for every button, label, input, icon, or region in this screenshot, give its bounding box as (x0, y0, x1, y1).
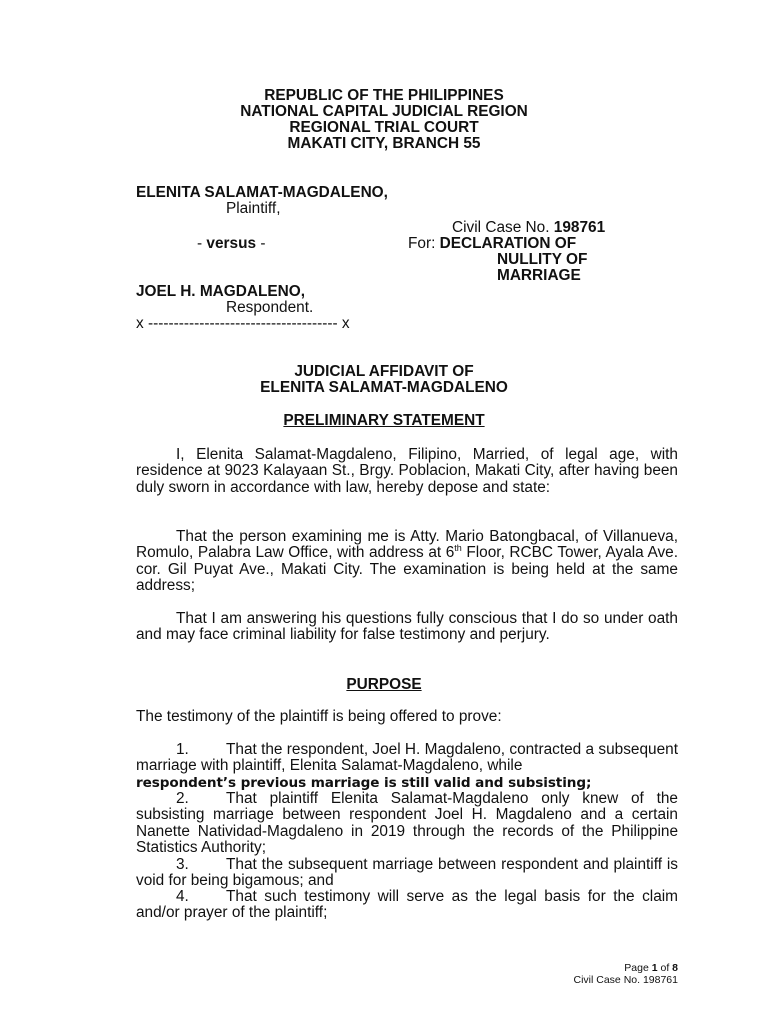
caption-separator: x ------------------------------------- x (136, 315, 350, 332)
purpose-item-emphasis: respondent’s previous marriage is still valid and subsisting; (136, 774, 592, 791)
header-republic: REPUBLIC OF THE PHILIPPINES (264, 87, 504, 104)
plaintiff-role: Plaintiff, (226, 200, 281, 217)
purpose-item-number: 3. (176, 856, 189, 873)
for-action-2: NULLITY OF (497, 251, 588, 268)
case-label: Civil Case No. (452, 219, 554, 236)
case-number-line (452, 220, 605, 236)
affidavit-title-1: JUDICIAL AFFIDAVIT OF (294, 363, 474, 380)
plaintiff-name: ELENITA SALAMAT-MAGDALENO, (136, 184, 388, 201)
for-action-1: DECLARATION OF (439, 235, 577, 252)
case-number: 198761 (553, 219, 606, 236)
for-line (408, 236, 576, 252)
footer-case-reference: Civil Case No. 198761 (573, 974, 678, 986)
purpose-item-number: 1. (176, 741, 189, 758)
purpose-heading: PURPOSE (346, 676, 422, 693)
respondent-name: JOEL H. MAGDALENO, (136, 283, 306, 300)
purpose-item-2: 2. That plaintiff Elenita Salamat-Magdaleno only knew of the subsisting marriage between respondent Joel H. Magdaleno and a certain Nanette Natividad-Magdaleno in 2019 through the records of the Philippine Statistics Authority; (136, 790, 678, 856)
purpose-item-1: 1. That the respondent, Joel H. Magdaleno, contracted a subsequent marriage with plaintiff, Elenita Salamat-Magdaleno, while respondent’s previous marriage is still valid and subsisting; (136, 741, 678, 791)
purpose-item-number: 4. (176, 888, 189, 905)
for-action-3: MARRIAGE (497, 267, 581, 284)
for-label: For: (408, 235, 440, 252)
page-number: Page 1 of 8 (624, 962, 678, 974)
header-court: REGIONAL TRIAL COURT (289, 119, 479, 136)
preliminary-paragraph-2: That the person examining me is Atty. Mario Batongbacal, of Villanueva, Romulo, Palabra Law Office, with address at 6th Floor, RCBC Tower, Ayala Ave. cor. Gil Puyat Ave., Makati City. The examination is being held at the same address; (136, 528, 678, 594)
affidavit-title-2: ELENITA SALAMAT-MAGDALENO (260, 379, 508, 396)
purpose-item-3: 3. That the subsequent marriage between respondent and plaintiff is void for being bigamous; and (136, 856, 678, 890)
header-branch: MAKATI CITY, BRANCH 55 (287, 135, 481, 152)
preliminary-heading: PRELIMINARY STATEMENT (283, 412, 485, 429)
purpose-item-number: 2. (176, 790, 189, 807)
header-region: NATIONAL CAPITAL JUDICIAL REGION (240, 103, 528, 120)
purpose-item-4: 4. That such testimony will serve as the legal basis for the claim and/or prayer of the plaintiff; (136, 888, 678, 922)
versus-text: versus (206, 235, 257, 252)
respondent-role: Respondent. (226, 299, 314, 316)
versus-line: - versus - (197, 235, 266, 252)
purpose-intro: The testimony of the plaintiff is being offered to prove: (136, 708, 502, 725)
preliminary-paragraph-3: That I am answering his questions fully conscious that I do so under oath and may face criminal liability for false testimony and perjury. (136, 610, 678, 644)
preliminary-paragraph-1: I, Elenita Salamat-Magdaleno, Filipino, Married, of legal age, with residence at 9023 Kalayaan St., Brgy. Poblacion, Makati City, after having been duly sworn in accordance with law, hereby depose and state: (136, 446, 678, 496)
